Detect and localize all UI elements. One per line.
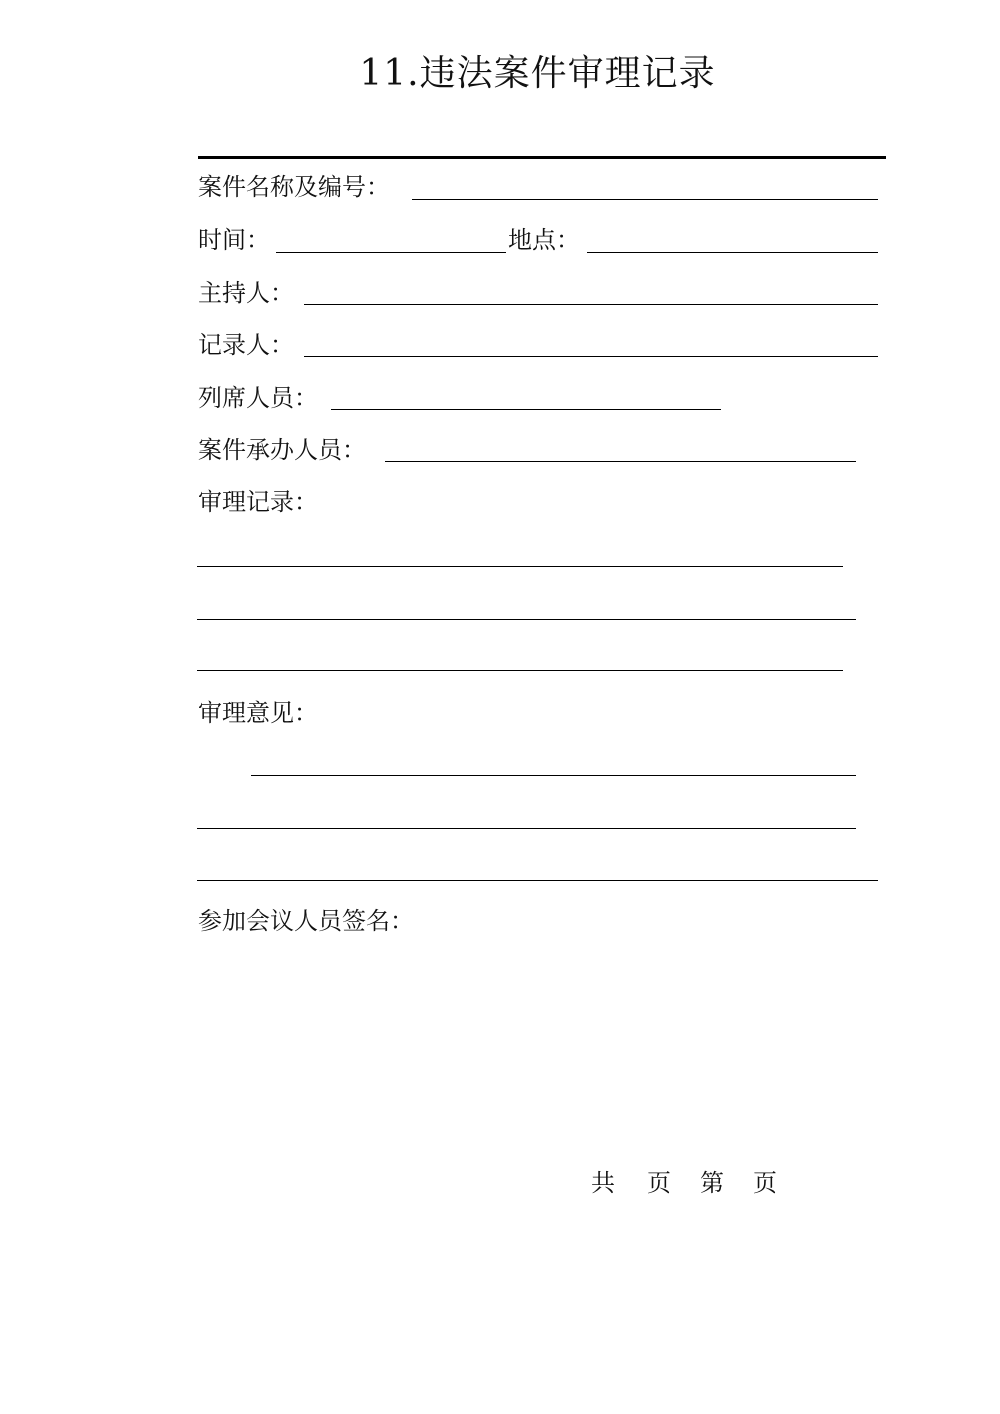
host-field[interactable] [304,304,878,305]
hearing-opinion-line-3[interactable] [197,880,878,881]
signatures-label: 参加会议人员签名： [198,907,414,935]
total-label: 共 [591,1169,615,1197]
hearing-record-line-2[interactable] [197,619,856,620]
case-name-field[interactable] [412,199,878,200]
case-name-label: 案件名称及编号： [198,173,390,201]
nth-label: 第 [700,1169,724,1197]
host-label: 主持人： [198,279,294,307]
recorder-label: 记录人： [198,331,294,359]
hearing-opinion-line-1[interactable] [251,775,856,776]
hearing-record-label: 审理记录： [198,488,318,516]
hearing-opinion-line-2[interactable] [197,828,856,829]
attendees-label: 列席人员： [198,384,318,412]
hearing-record-line-1[interactable] [197,566,843,567]
location-field[interactable] [587,252,878,253]
handlers-label: 案件承办人员： [198,436,366,464]
time-label: 时间： [198,226,270,254]
handlers-field[interactable] [385,461,856,462]
location-label: 地点： [508,226,580,254]
page-word-1: 页 [647,1169,671,1197]
hearing-record-line-3[interactable] [197,670,843,671]
time-field[interactable] [276,252,506,253]
document-title: 11.违法案件审理记录 [359,53,716,94]
title-divider [198,156,886,159]
page-word-2: 页 [753,1169,777,1197]
recorder-field[interactable] [304,356,878,357]
page-counter [0,1168,1000,1198]
hearing-opinion-label: 审理意见： [198,699,318,727]
attendees-field[interactable] [331,409,721,410]
